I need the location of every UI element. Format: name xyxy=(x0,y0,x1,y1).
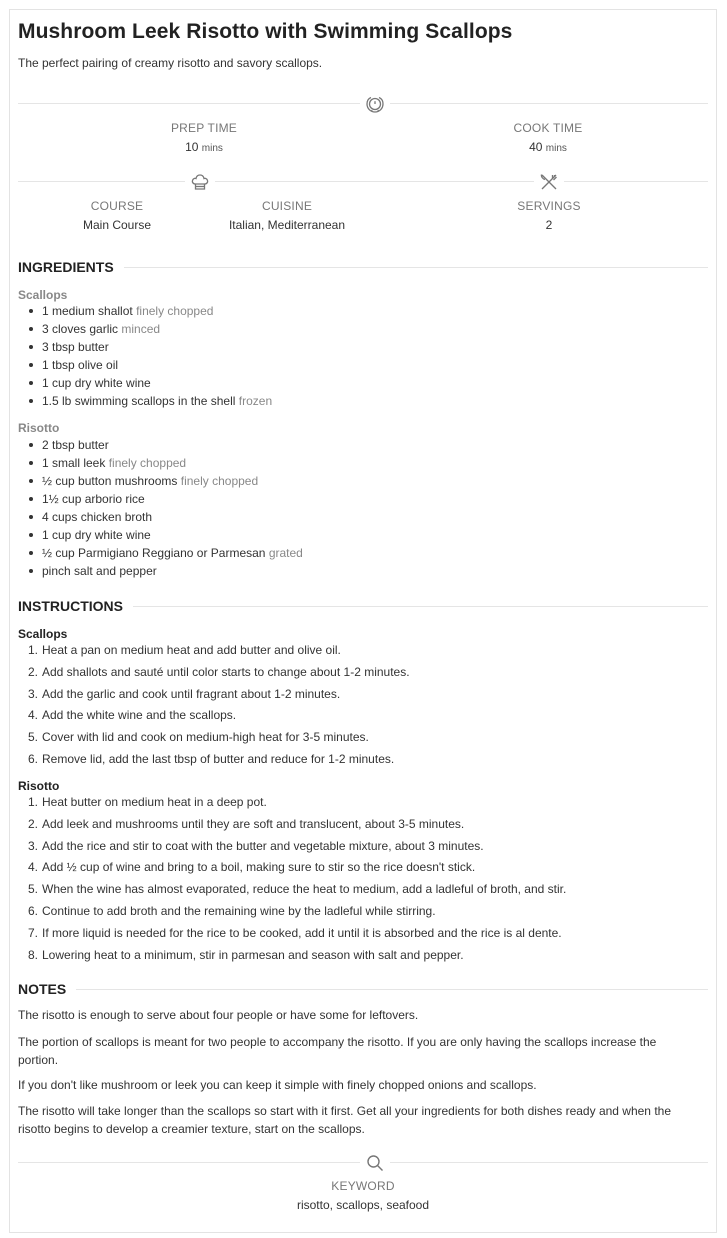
recipe-card xyxy=(9,9,717,1233)
ingredient-item: 1 medium shallot finely chopped xyxy=(28,302,272,320)
recipe-summary: The perfect pairing of creamy risotto and savory scallops. xyxy=(18,56,323,70)
ingredients-heading: INGREDIENTS xyxy=(18,259,708,275)
cook-time xyxy=(483,121,613,156)
instruction-step: 4. Add ½ cup of wine and bring to a boil, making sure to stir so the rice doesn't stick. xyxy=(27,860,476,875)
ingredient-item: 4 cups chicken broth xyxy=(28,508,303,526)
ingredient-list-scallops xyxy=(28,302,272,410)
instruction-step: 8. Lowering heat to a minimum, stir in parmesan and season with salt and pepper. xyxy=(27,947,464,962)
cuisine xyxy=(207,199,367,232)
ingredient-item: 3 cloves garlic minced xyxy=(28,320,272,338)
course xyxy=(57,199,177,232)
cook-time-value: 40 mins xyxy=(529,140,567,154)
instruction-step: 3. Add the rice and stir to coat with the butter and vegetable mixture, about 3 minutes. xyxy=(27,838,484,853)
instruction-group-scallops: Scallops xyxy=(18,627,68,641)
cuisine-value: Italian, Mediterranean xyxy=(228,218,346,232)
cook-time-label: COOK TIME xyxy=(513,121,583,135)
keyword xyxy=(275,1179,451,1212)
instruction-step: 4. Add the white wine and the scallops. xyxy=(27,708,237,723)
chef-hat-icon xyxy=(185,171,215,193)
instruction-step: 3. Add the garlic and cook until fragrant about 1-2 minutes. xyxy=(27,686,341,701)
keyword-label: KEYWORD xyxy=(331,1179,395,1193)
note-paragraph: The risotto is enough to serve about four people or have some for leftovers. xyxy=(18,1008,419,1022)
ingredient-item: 3 tbsp butter xyxy=(28,338,272,356)
instruction-step: 5. When the wine has almost evaporated, reduce the heat to medium, add a ladleful of broth, and stir. xyxy=(27,882,567,897)
ingredient-item: 1 tbsp olive oil xyxy=(28,356,272,374)
notes-heading: NOTES xyxy=(18,981,708,997)
instruction-step: 2. Add shallots and sauté until color starts to change about 1-2 minutes. xyxy=(27,664,410,679)
ingredient-group-scallops: Scallops xyxy=(18,288,68,302)
instruction-step: 5. Cover with lid and cook on medium-high heat for 3-5 minutes. xyxy=(27,730,369,745)
instruction-step: 6. Continue to add broth and the remaining wine by the ladleful while stirring. xyxy=(27,903,436,918)
ingredient-item: 2 tbsp butter xyxy=(28,436,303,454)
ingredient-list-risotto xyxy=(28,436,303,580)
ingredient-item: 1.5 lb swimming scallops in the shell frozen xyxy=(28,392,272,410)
servings xyxy=(489,199,609,232)
ingredient-item: ½ cup Parmigiano Reggiano or Parmesan grated xyxy=(28,544,303,562)
note-paragraph: The risotto will take longer than the scallops so start with it first. Get all your ingredients for both dishes ready and when the risotto begins to develop a creamier texture, start on the scallops. xyxy=(18,1104,671,1136)
ingredient-item: 1 small leek finely chopped xyxy=(28,454,303,472)
servings-value: 2 xyxy=(545,218,553,232)
instructions-heading: INSTRUCTIONS xyxy=(18,598,708,614)
course-label: COURSE xyxy=(90,199,144,213)
instruction-step: 6. Remove lid, add the last tbsp of butter and reduce for 1-2 minutes. xyxy=(27,751,395,766)
ingredient-group-risotto: Risotto xyxy=(18,421,60,435)
instruction-list-scallops xyxy=(18,641,410,772)
prep-time-value: 10 mins xyxy=(185,140,223,154)
recipe-title: Mushroom Leek Risotto with Swimming Scallops xyxy=(18,20,513,43)
instruction-list-risotto xyxy=(18,793,566,967)
fork-knife-icon xyxy=(534,171,564,193)
details-divider xyxy=(18,181,708,182)
ingredient-item: ½ cup button mushrooms finely chopped xyxy=(28,472,303,490)
timer-icon xyxy=(360,93,390,115)
instruction-group-risotto: Risotto xyxy=(18,779,60,793)
prep-time-label: PREP TIME xyxy=(170,121,238,135)
note-paragraph: If you don't like mushroom or leek you can keep it simple with finely chopped onions and scallops. xyxy=(18,1078,537,1092)
servings-label: SERVINGS xyxy=(517,199,581,213)
cuisine-label: CUISINE xyxy=(261,199,313,213)
cook-time-unit: mins xyxy=(545,143,567,154)
ingredient-item: 1 cup dry white wine xyxy=(28,374,272,392)
instruction-step: 1. Heat a pan on medium heat and add butter and olive oil. xyxy=(27,643,341,657)
prep-time xyxy=(139,121,269,156)
note-paragraph: The portion of scallops is meant for two people to accompany the risotto. If you are only having the scallops increase the portion. xyxy=(18,1035,657,1067)
instruction-step: 1. Heat butter on medium heat in a deep pot. xyxy=(27,795,267,809)
course-value: Main Course xyxy=(82,218,152,232)
instruction-step: 2. Add leek and mushrooms until they are soft and translucent, about 3-5 minutes. xyxy=(27,816,465,831)
ingredient-item: 1 cup dry white wine xyxy=(28,526,303,544)
search-icon xyxy=(360,1152,390,1174)
ingredient-item: pinch salt and pepper xyxy=(28,562,303,580)
instruction-step: 7. If more liquid is needed for the rice to be cooked, add it until it is absorbed and the rice is al dente. xyxy=(27,925,562,940)
prep-time-unit: mins xyxy=(201,143,223,154)
ingredient-item: 1½ cup arborio rice xyxy=(28,490,303,508)
keyword-value: risotto, scallops, seafood xyxy=(296,1198,430,1212)
